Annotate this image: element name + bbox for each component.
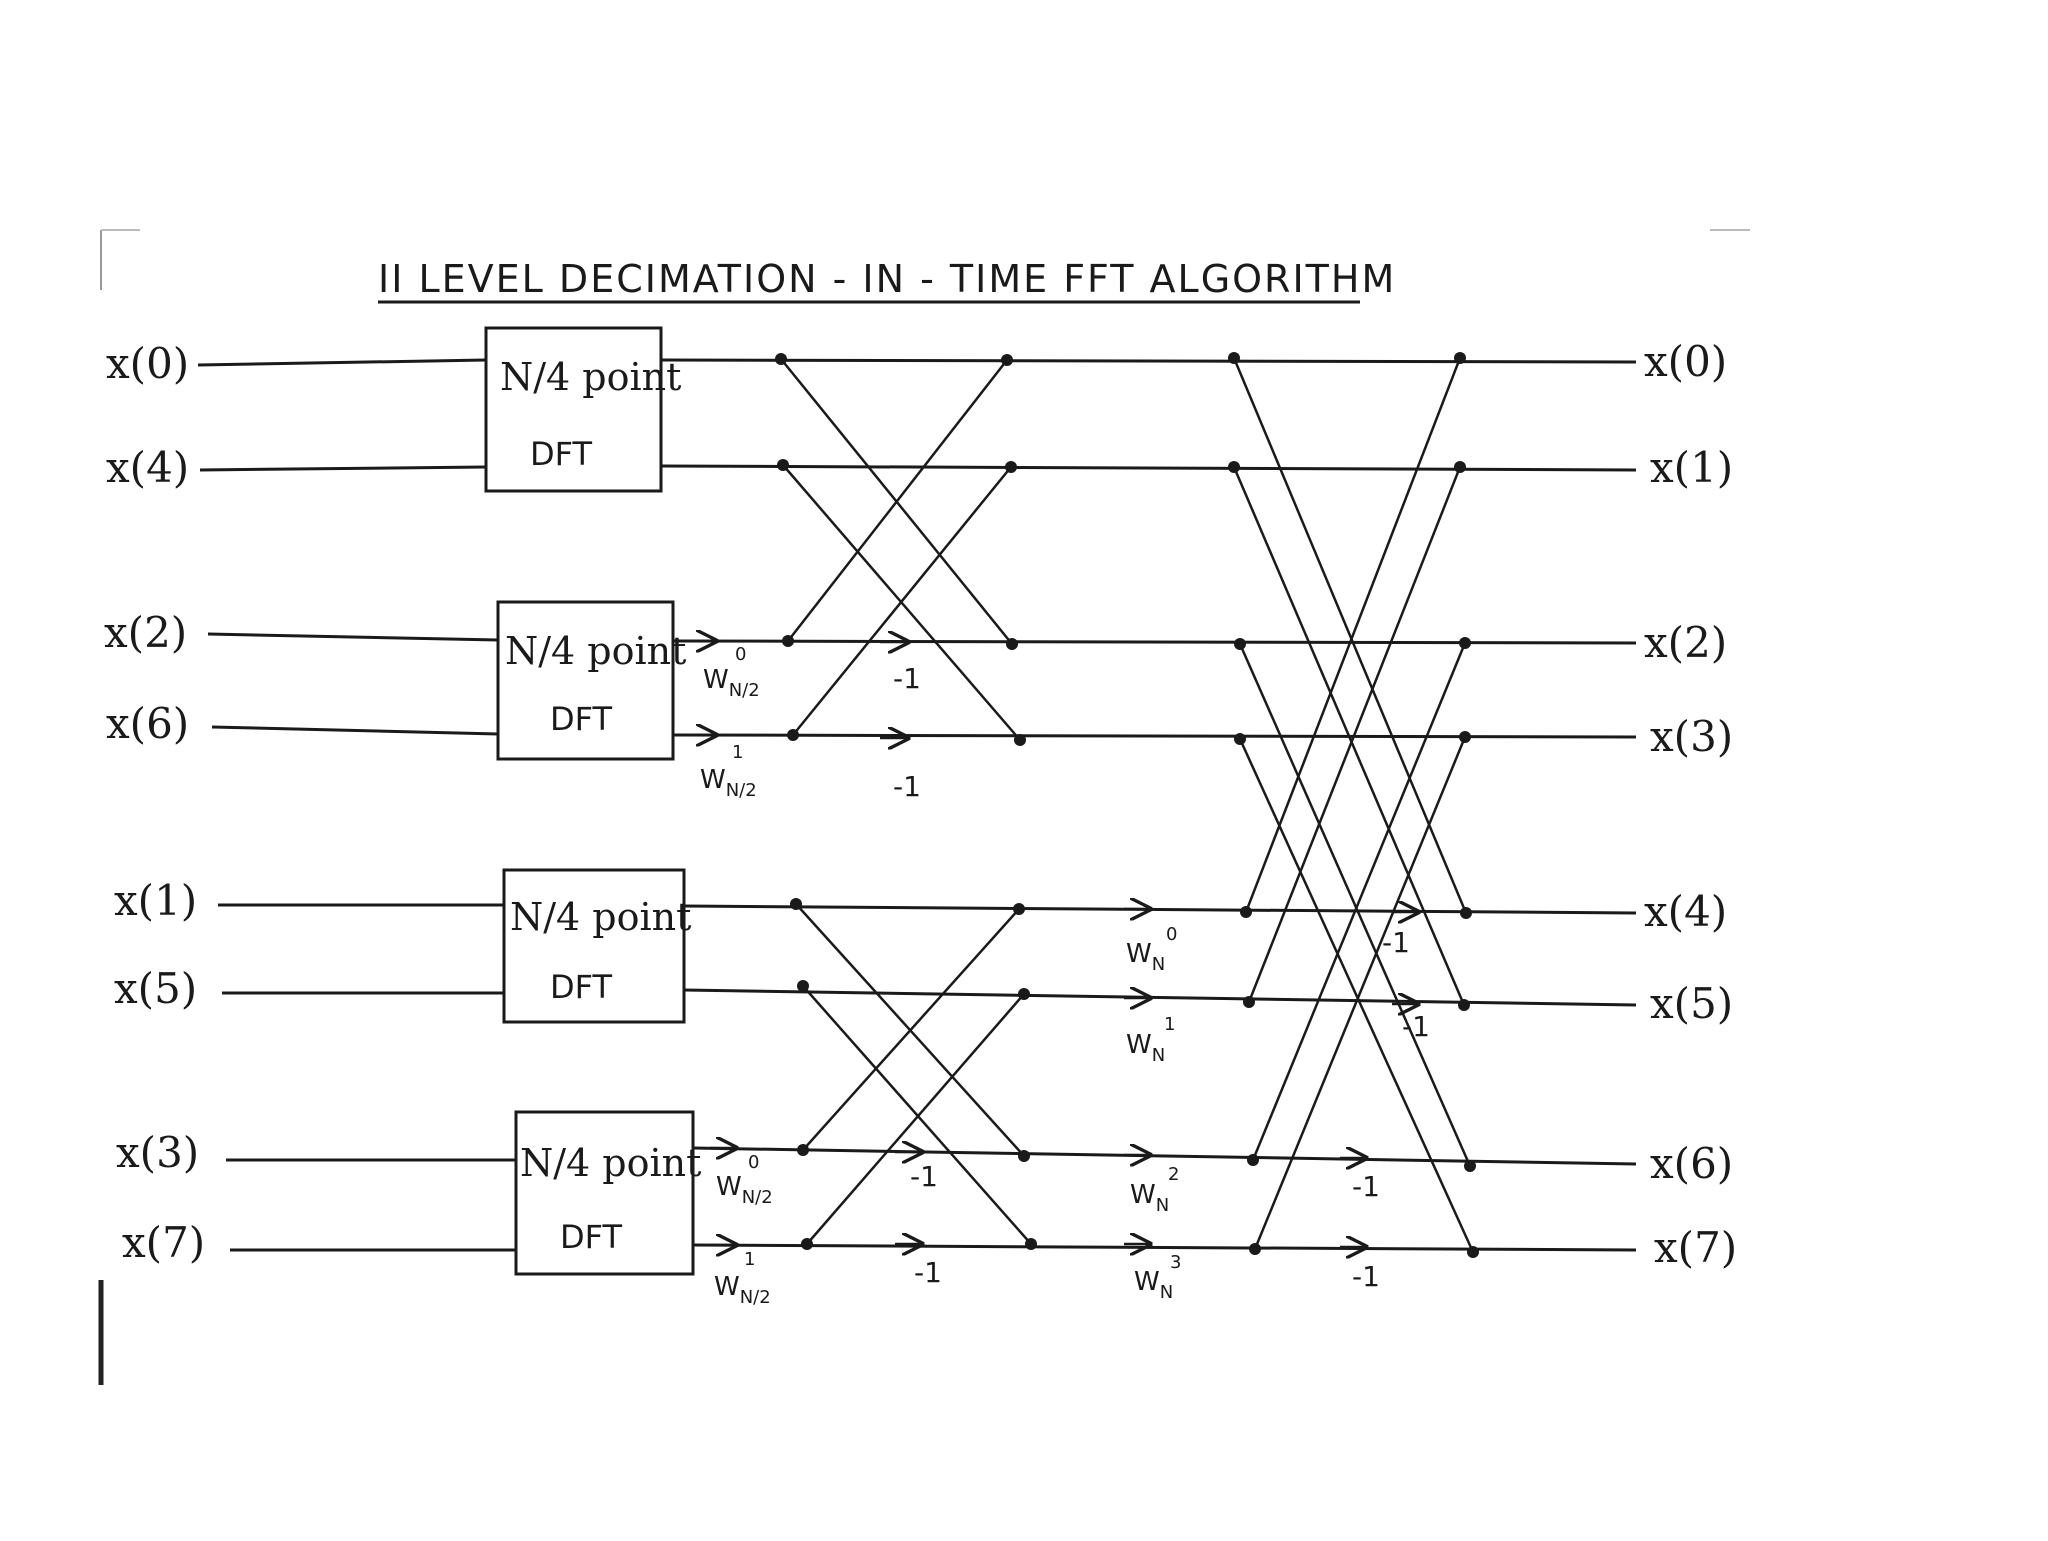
- input-lines: [198, 360, 516, 1250]
- svg-text:WN/2: [703, 665, 760, 701]
- svg-text:WN/2: [716, 1172, 773, 1208]
- stage2-twiddle: [1126, 1014, 1175, 1066]
- dft-label: N/4 point: [510, 895, 692, 939]
- output-label: x(0): [1644, 337, 1728, 386]
- input-labels: [104, 339, 205, 1267]
- minus-one-label: -1: [1382, 926, 1410, 959]
- twiddle-sub: N: [1151, 954, 1166, 975]
- minus-one-label: -1: [910, 1160, 938, 1193]
- twiddle-base: W: [1134, 1267, 1160, 1297]
- stage1-twiddle: [703, 644, 760, 701]
- twiddle-sub: N: [1159, 1282, 1174, 1303]
- twiddle-exp: 0: [735, 644, 747, 665]
- dft-sub: DFT: [560, 1218, 623, 1256]
- twiddle-exp: 3: [1170, 1252, 1182, 1273]
- twiddle-base: W: [1130, 1180, 1156, 1210]
- twiddle-sub: N: [1155, 1195, 1170, 1216]
- stage2-twiddle: [1126, 924, 1177, 975]
- svg-text:WN/2: [700, 765, 757, 801]
- twiddle-base: W: [700, 765, 726, 795]
- stage2-twiddle: [1134, 1252, 1181, 1303]
- input-label: x(3): [116, 1128, 200, 1177]
- twiddle-base: W: [1126, 939, 1152, 969]
- branch-arrows: [690, 641, 1418, 1247]
- stage1-twiddle: [700, 742, 757, 801]
- svg-text:WN: [1130, 1180, 1169, 1216]
- stage1-twiddle: [716, 1152, 773, 1208]
- minus-one-label: -1: [893, 770, 921, 803]
- stage2-butterflies: [1234, 358, 1473, 1252]
- diagram-title: II LEVEL DECIMATION - IN - TIME FFT ALGORITHM: [378, 257, 1397, 301]
- stage2-twiddle: [1130, 1164, 1179, 1216]
- input-label: x(5): [114, 964, 198, 1013]
- dft-label: N/4 point: [505, 629, 687, 673]
- output-label: x(6): [1650, 1139, 1734, 1188]
- input-label: x(6): [106, 699, 190, 748]
- output-label: x(1): [1650, 443, 1734, 492]
- twiddle-base: W: [1126, 1030, 1152, 1060]
- minus-one-label: -1: [1352, 1260, 1380, 1293]
- dft-block: [498, 602, 686, 759]
- output-labels: [1644, 337, 1737, 1272]
- minus-one-label: -1: [914, 1256, 942, 1289]
- output-label: x(3): [1650, 712, 1734, 761]
- twiddle-exp: 2: [1168, 1164, 1180, 1185]
- dft-label: N/4 point: [500, 355, 682, 399]
- input-label: x(7): [122, 1218, 206, 1267]
- twiddle-sub: N/2: [741, 1187, 773, 1208]
- twiddle-sub: N/2: [728, 680, 760, 701]
- twiddle-sub: N/2: [725, 780, 757, 801]
- svg-text:WN: [1134, 1267, 1173, 1303]
- dft-label: N/4 point: [520, 1141, 702, 1185]
- input-label: x(0): [106, 339, 190, 388]
- output-label: x(5): [1650, 979, 1734, 1028]
- twiddle-exp: 0: [1166, 924, 1178, 945]
- twiddle-sub: N/2: [739, 1287, 771, 1308]
- dft-block: [486, 328, 681, 491]
- butterfly-nodes: [775, 352, 1479, 1258]
- output-label: x(2): [1644, 618, 1728, 667]
- twiddle-base: W: [716, 1172, 742, 1202]
- twiddle-base: W: [703, 665, 729, 695]
- input-label: x(2): [104, 608, 188, 657]
- svg-text:WN: [1126, 1030, 1165, 1066]
- twiddle-exp: 1: [744, 1249, 756, 1270]
- svg-text:WN: [1126, 939, 1165, 975]
- twiddle-exp: 1: [732, 742, 744, 763]
- svg-text:WN/2: [714, 1272, 771, 1308]
- stage1-twiddle: [714, 1249, 771, 1308]
- twiddle-exp: 1: [1164, 1014, 1176, 1035]
- dft-sub: DFT: [550, 968, 613, 1006]
- minus-one-label: -1: [893, 662, 921, 695]
- output-label: x(7): [1654, 1223, 1738, 1272]
- dft-sub: DFT: [530, 435, 593, 473]
- minus-one-label: -1: [1402, 1010, 1430, 1043]
- output-label: x(4): [1644, 887, 1728, 936]
- twiddle-base: W: [714, 1272, 740, 1302]
- page-edges: [101, 230, 1750, 1385]
- dft-block: [516, 1112, 701, 1274]
- minus-one-label: -1: [1352, 1170, 1380, 1203]
- dft-sub: DFT: [550, 700, 613, 738]
- input-label: x(1): [114, 876, 198, 925]
- twiddle-sub: N: [1151, 1045, 1166, 1066]
- input-label: x(4): [106, 443, 190, 492]
- dft-block: [504, 870, 691, 1022]
- twiddle-exp: 0: [748, 1152, 760, 1173]
